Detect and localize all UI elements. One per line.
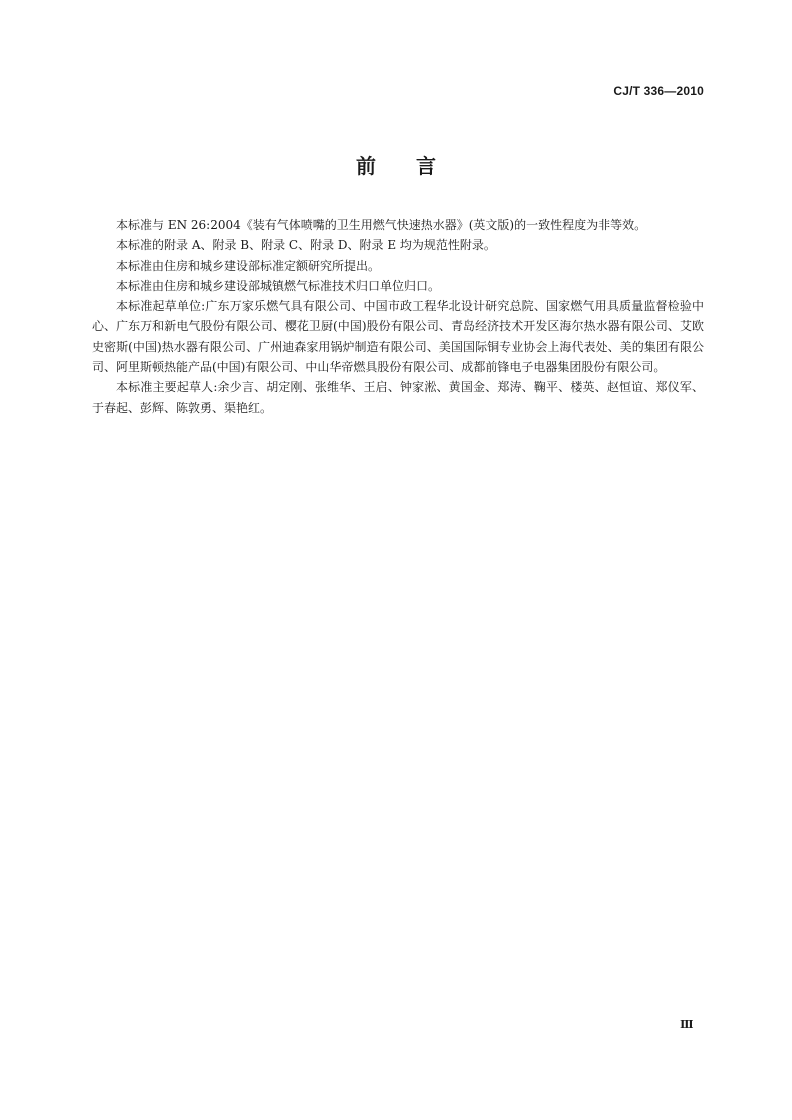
paragraph-proposer: 本标准由住房和城乡建设部标准定额研究所提出。 <box>116 258 381 273</box>
standard-code: CJ/T 336—2010 <box>613 84 704 98</box>
page-number: Ⅲ <box>680 1018 694 1031</box>
paragraph-appendices: 本标准的附录 A、附录 B、附录 C、附录 D、附录 E 均为规范性附录。 <box>116 238 496 253</box>
page-title: 前言 <box>356 154 476 178</box>
paragraph-drafting-units: 本标准起草单位:广东万家乐燃气具有限公司、中国市政工程华北设计研究总院、国家燃气用具质量监督检验中心、广东万和新电气股份有限公司、樱花卫厨(中国)股份有限公司、青岛经济技术开发区海尔热水器有限公司、艾欧史密斯(中国)热水器有限公司、广州迪森家用锅炉制造有限公司、美国国际铜专业协会上海代表处、美的集团有限公司、阿里斯顿热能产品(中国)有限公司、中山华帝燃具股份有限公司、成都前锋电子电器集团股份有限公司。 <box>92 299 704 375</box>
paragraph-equivalence: 本标准与 EN 26:2004《装有气体喷嘴的卫生用燃气快速热水器》(英文版)的一致性程度为非等效。 <box>116 218 647 232</box>
body-text <box>92 215 704 418</box>
paragraph-drafters: 本标准主要起草人:余少言、胡定刚、张维华、王启、钟家淞、黄国金、郑涛、鞠平、楼英、赵恒谊、郑仪军、于春起、彭辉、陈敦勇、渠艳红。 <box>92 380 704 415</box>
paragraph-administrator: 本标准由住房和城乡建设部城镇燃气标准技术归口单位归口。 <box>116 278 441 293</box>
